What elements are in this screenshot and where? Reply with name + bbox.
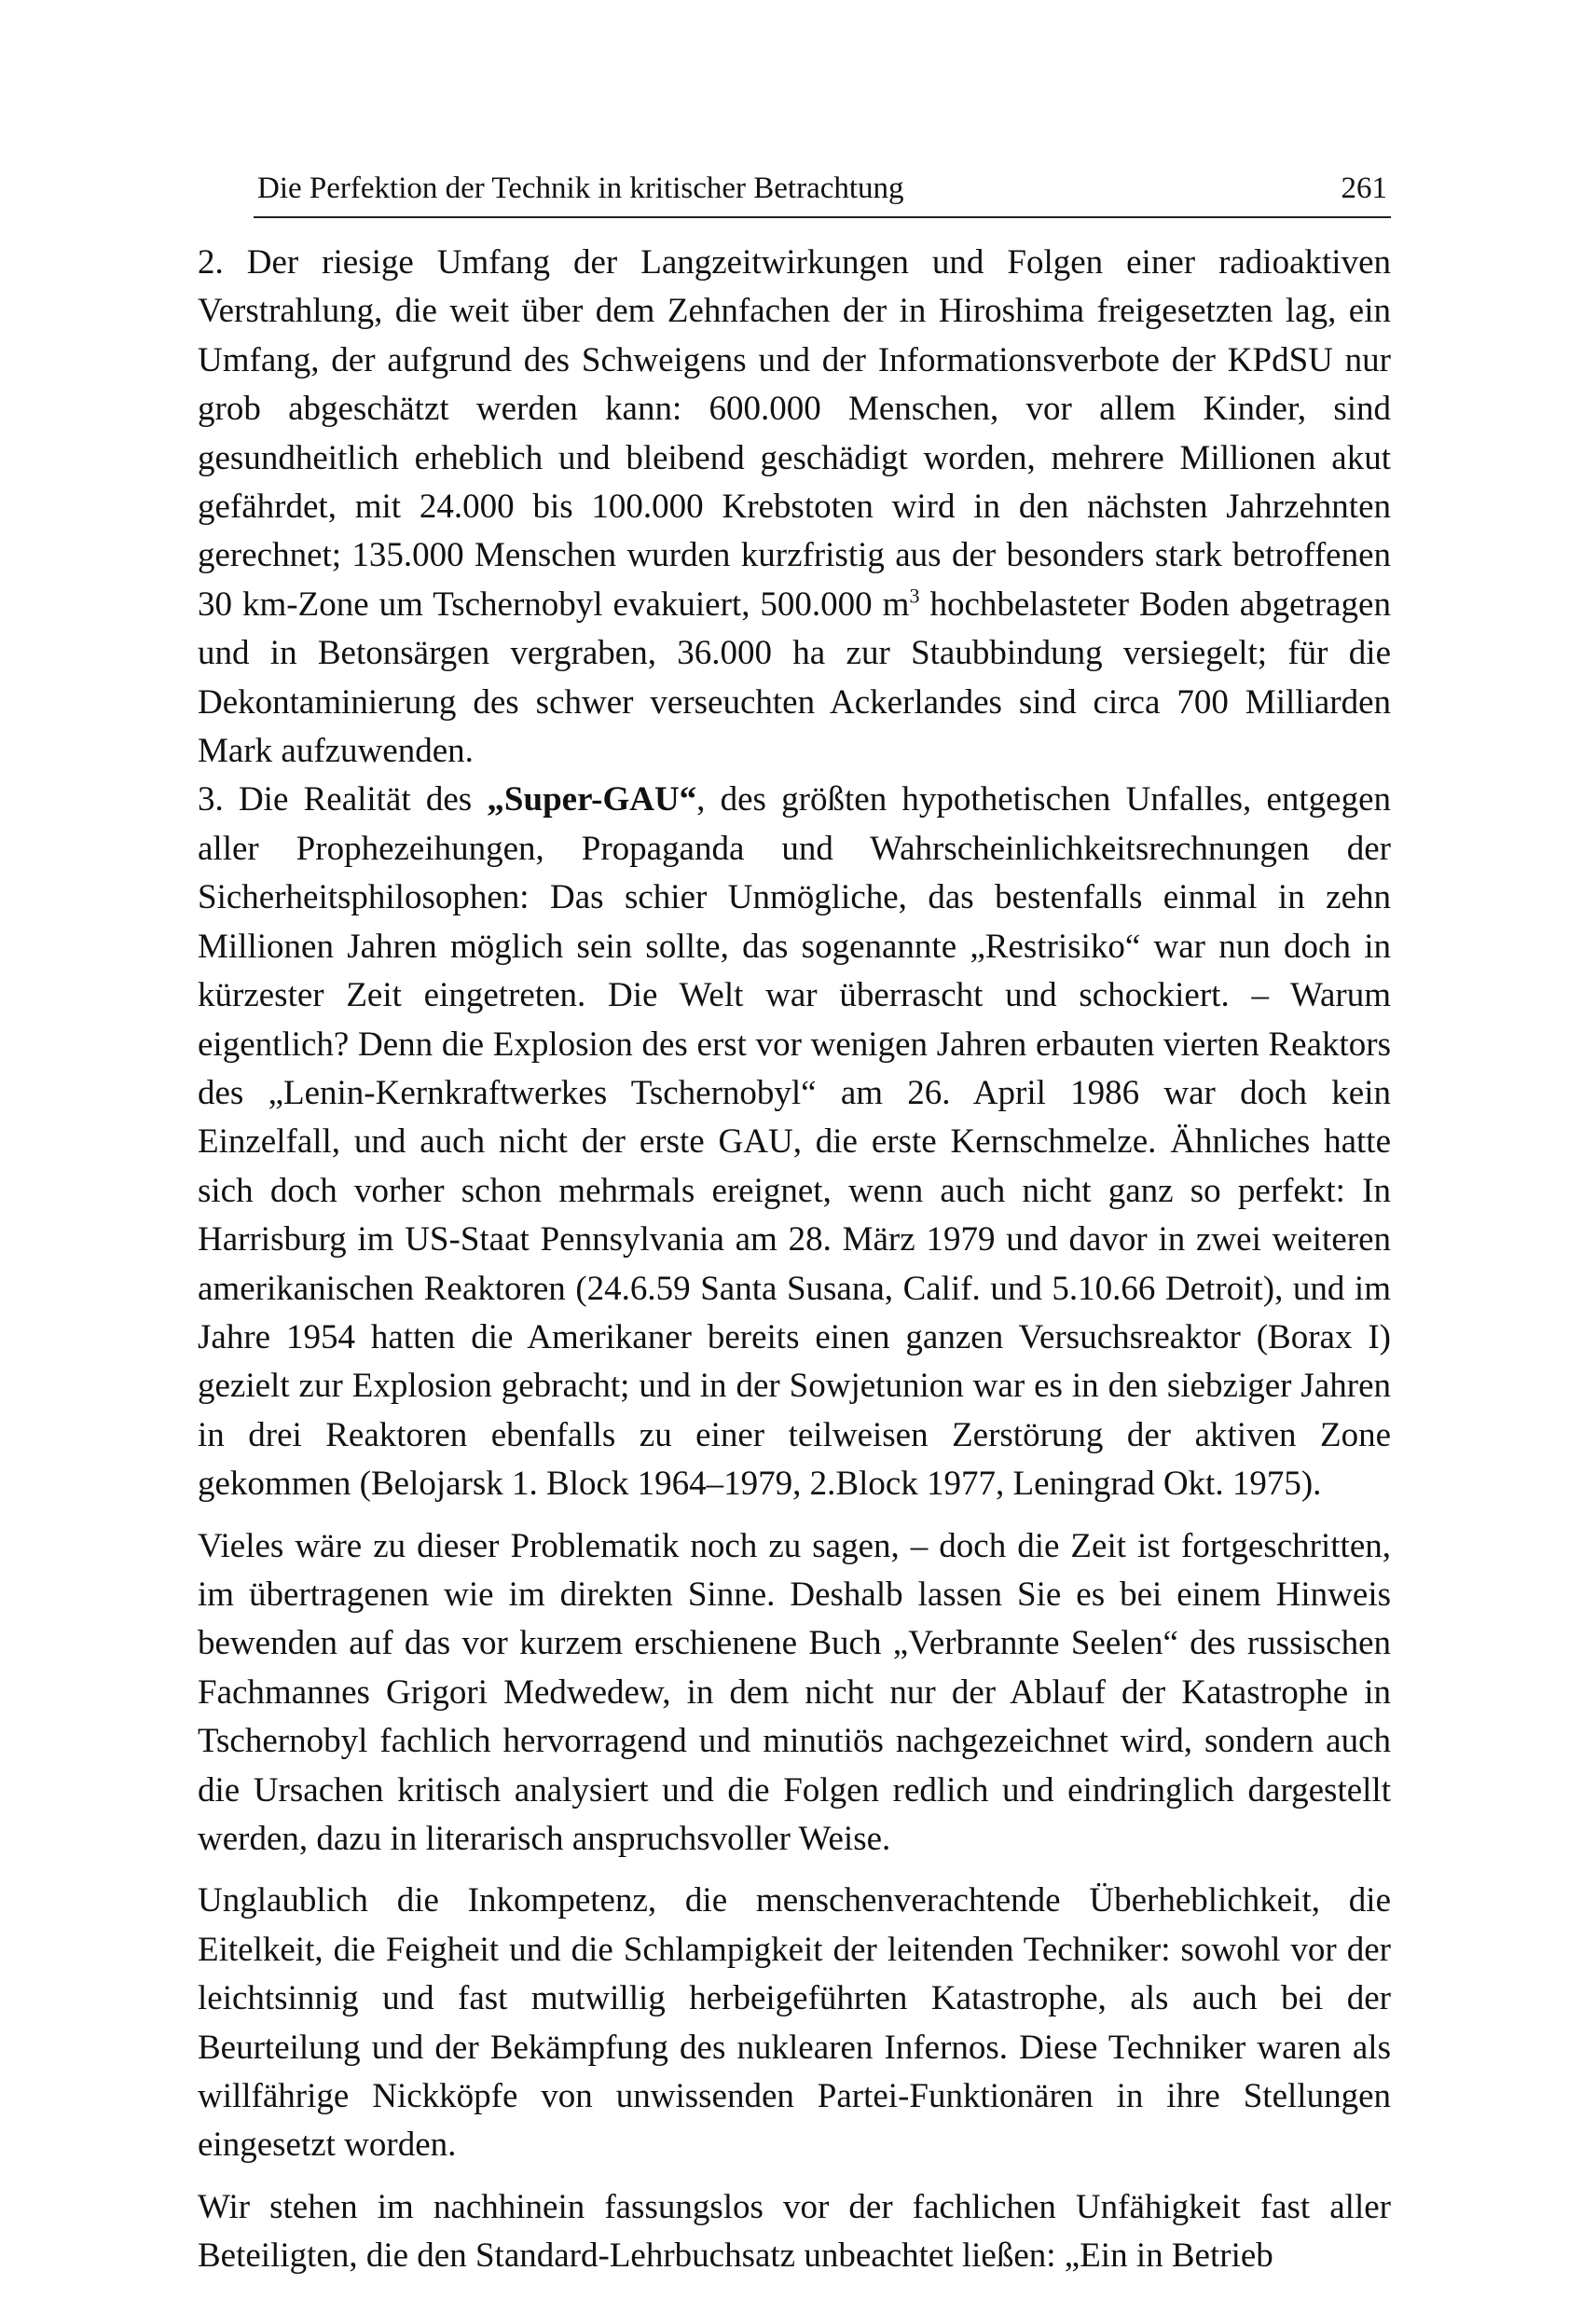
- paragraph-point-2: [198, 239, 1391, 776]
- paragraph-text: hochbelasteter Boden abgetragen und in Betonsärgen vergraben, 36.000 ha zur Staubbindung versiegelt; für die Dekontaminierung des schwer verseuchten Ackerlandes sind circa 700 Milliarden Mark aufzuwenden.: [198, 585, 1391, 771]
- running-header: [254, 168, 1391, 218]
- book-page: [198, 168, 1391, 2281]
- paragraph-6: Wir stehen im nachhinein fassungslos vor der fachlichen Unfähigkeit fast aller Beteiligten, die den Standard-Lehrbuchsatz unbeachtet ließen: „Ein in Betrieb: [198, 2187, 1391, 2276]
- superscript: 3: [909, 584, 920, 608]
- paragraph-point-3: [198, 776, 1391, 1508]
- paragraph-4: Vieles wäre zu dieser Problematik noch zu sagen, – doch die Zeit ist fortgeschritten, im übertragenen wie im direkten Sinne. Deshalb lassen Sie es bei einem Hinweis bewenden auf das vor kurzem erschienene Buch „Verbrannte Seelen“ des russischen Fachmannes Grigori Medwedew, in dem nicht nur der Ablauf der Katastrophe in Tschernobyl fachlich hervorragend und minutiös nachgezeichnet wird, sondern auch die Ursachen kritisch analysiert und die Folgen redlich und eindringlich dargestellt werden, dazu in literarisch anspruchsvoller Weise.: [198, 1526, 1391, 1858]
- paragraph-text: , des größten hypothetischen Unfalles, entgegen aller Prophezeihungen, Propaganda und Wahrscheinlichkeitsrechnungen der Sicherheitsphilosophen: Das schier Unmögliche, das bestenfalls einmal in zehn Millionen Jahren möglich sein sollte, das sogenannte „Restrisiko“ war nun doch in kürzester Zeit eingetreten. Die Welt war überrascht und schockiert. – Warum eigentlich? Denn die Explosion des erst vor wenigen Jahren erbauten vierten Reaktors des „Lenin-Kernkraftwerkes Tschernobyl“ am 26. April 1986 war doch kein Einzelfall, und auch nicht der erste GAU, die erste Kernschmelze. Ähnliches hatte sich doch vorher schon mehrmals ereignet, wenn auch nicht ganz so perfekt: In Harrisburg im US-Staat Pennsylvania am 28. März 1979 und davor in zwei weiteren amerikanischen Reaktoren (24.6.59 Santa Susana, Calif. und 5.10.66 Detroit), und im Jahre 1954 hatten die Amerikaner bereits einen ganzen Versuchsreaktor (Borax I) gezielt zur Explosion gebracht; und in der Sowjetunion war es in den siebziger Jahren in drei Reaktoren ebenfalls zu einer teilweisen Zerstörung der aktiven Zone gekommen (Belojarsk 1. Block 1964–1979, 2.Block 1977, Leningrad Okt. 1975).: [198, 780, 1391, 1504]
- paragraph-text: 3. Die Realität des: [198, 780, 488, 819]
- paragraph-text: 2. Der riesige Umfang der Langzeitwirkungen und Folgen einer radioaktiven Verstrahlung, die weit über dem Zehnfachen der in Hiroshima freigesetzten lag, ein Umfang, der aufgrund des Schweigens und der Informationsverbote der KPdSU nur grob abgeschätzt werden kann: 600.000 Menschen, vor allem Kinder, sind gesundheitlich erheblich und bleibend geschädigt worden, mehrere Millionen akut gefährdet, mit 24.000 bis 100.000 Krebstoten wird in den nächsten Jahrzehnten gerechnet; 135.000 Menschen wurden kurzfristig aus der besonders stark betroffenen 30 km-Zone um Tschernobyl evakuiert, 500.000 m: [198, 243, 1391, 624]
- emphasis-super-gau: „Super-GAU“: [487, 780, 697, 819]
- body-text: [198, 239, 1391, 2281]
- page-number: 261: [1341, 172, 1387, 205]
- running-title: Die Perfektion der Technik in kritischer Betrachtung: [257, 172, 904, 205]
- paragraph-5: Unglaublich die Inkompetenz, die menschenverachtende Überheblichkeit, die Eitelkeit, die Feigheit und die Schlampigkeit der leitenden Techniker: sowohl vor der leichtsinnig und fast mutwillig herbeigeführten Katastrophe, als auch bei der Beurteilung und der Bekämpfung des nuklearen Infernos. Diese Techniker waren als willfährige Nickköpfe von unwissenden Partei-Funktionären in ihre Stellungen eingesetzt worden.: [198, 1881, 1391, 2165]
